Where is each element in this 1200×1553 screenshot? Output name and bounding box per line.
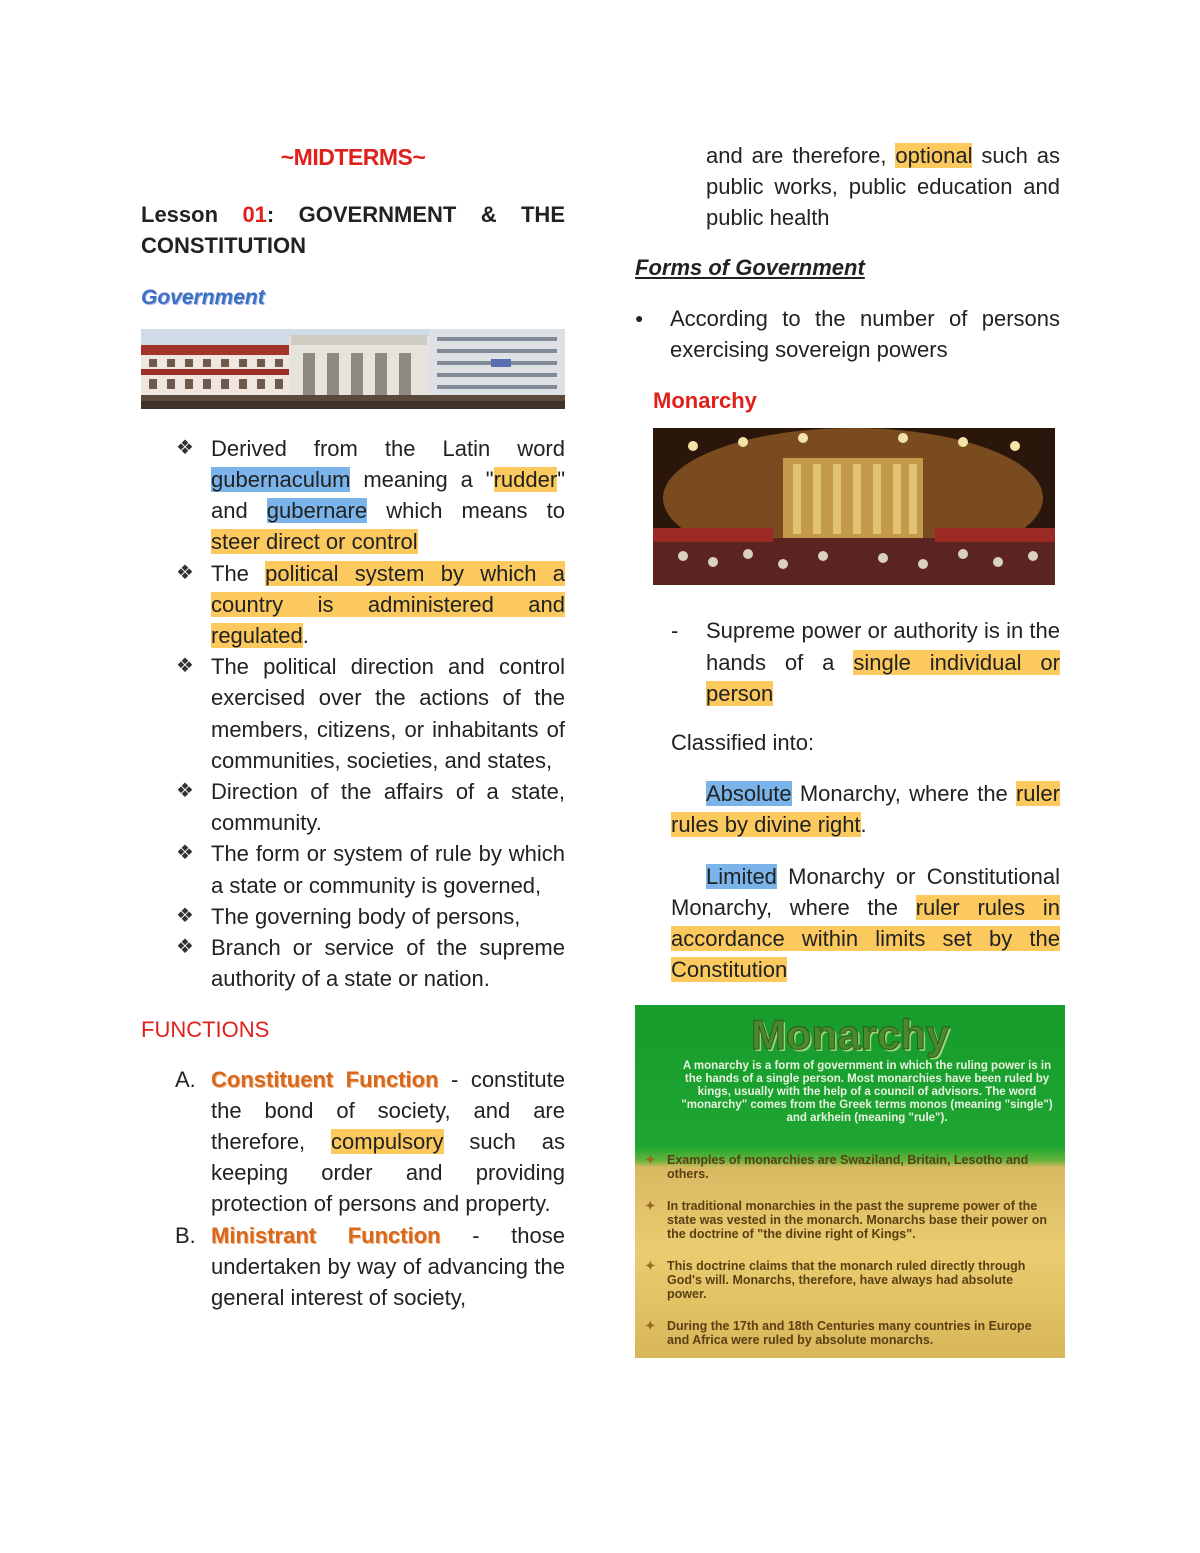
- left-column: [141, 140, 565, 1313]
- diamond-bullet-icon: ❖: [176, 936, 194, 959]
- diamond-bullet-icon: ❖: [176, 780, 194, 803]
- forms-heading: Forms of Government: [635, 254, 865, 280]
- function-ministrant: B. Ministrant Function - those undertaken by way of advancing the general interest of society,: [175, 1222, 565, 1311]
- list-item: ❖ The form or system of rule by which a state or community is governed,: [141, 838, 565, 900]
- government-definitions: [141, 433, 565, 995]
- list-item: ✦ Examples of monarchies are Swaziland, Britain, Lesotho and others.: [645, 1153, 1029, 1182]
- diamond-bullet-icon: ❖: [176, 904, 194, 927]
- lesson-number: 01: [242, 202, 267, 228]
- monarchy-info-card: [635, 1005, 1065, 1358]
- diamond-bullet-icon: ❖: [176, 561, 194, 584]
- list-item: ❖ The political direction and control exercised over the actions of the members, citizens, or inhabitants of communities, societies, and states,: [141, 651, 565, 776]
- list-item: ❖ The governing body of persons,: [141, 901, 565, 932]
- diamond-bullet-icon: ❖: [176, 655, 194, 678]
- bullet-icon: ✦: [645, 1319, 656, 1334]
- classified-label: Classified into:: [671, 730, 815, 756]
- list-item: ✦ During the 17th and 18th Centuries many countries in Europe and Africa were ruled by absolute monarchs.: [645, 1319, 1032, 1348]
- right-column: [635, 140, 1060, 1358]
- card-intro: A monarchy is a form of government in which the ruling power is in the hands of a single person. Most monarchies have been ruled by kings, usually with the help of a council of advisors. The word "monarchy" comes from the Greek terms monos (meaning "single") and arkhein (meaning "rule").: [681, 1060, 1053, 1125]
- throne-room-photo: [653, 428, 1055, 585]
- function-constituent: A. Constituent Function - constitute the bond of society, and are therefore, compulsory such as keeping order and providing protection of persons and property.: [175, 1066, 565, 1217]
- diamond-bullet-icon: ❖: [176, 436, 194, 459]
- lesson-title: Lesson 01: GOVERNMENT & THE CONSTITUTION: [141, 202, 565, 259]
- list-item: ❖ Derived from the Latin word gubernaculum meaning a "rudder" and gubernare which means to steer direct or control: [141, 433, 565, 558]
- list-item: ✦ This doctrine claims that the monarch ruled directly through God's will. Monarchs, therefore, have always had absolute power.: [645, 1259, 1026, 1302]
- government-heading: Government: [141, 285, 265, 309]
- list-item: ❖ The political system by which a country is administered and regulated.: [141, 558, 565, 652]
- list-item: ❖ Direction of the affairs of a state, community.: [141, 776, 565, 838]
- forms-bullet: ● According to the number of persons exercising sovereign powers: [635, 303, 1060, 365]
- ministrant-continuation: and are therefore, optional such as public works, public education and public health: [706, 143, 1060, 231]
- functions-list: [141, 1064, 565, 1314]
- card-title: Monarchy: [750, 1011, 950, 1059]
- list-item: ✦ In traditional monarchies in the past the supreme power of the state was vested in the monarch. Monarchs base their power on the doctrine of "the divine right of Kings".: [645, 1199, 1047, 1242]
- bullet-icon: ✦: [645, 1259, 656, 1274]
- monarchy-heading: Monarchy: [653, 388, 757, 414]
- page-title: ~MIDTERMS~: [280, 144, 426, 170]
- monarchy-definition: - Supreme power or authority is in the hands of a single individual or person: [671, 618, 1060, 706]
- bullet-icon: ✦: [645, 1199, 656, 1214]
- list-item: ❖ Branch or service of the supreme authority of a state or nation.: [141, 932, 565, 994]
- bullet-icon: ✦: [645, 1153, 656, 1168]
- limited-monarchy: Limited Monarchy or Constitutional Monarchy, where the ruler rules in accordance within limits set by the Constitution: [671, 863, 1060, 983]
- diamond-bullet-icon: ❖: [176, 842, 194, 865]
- bullet-icon: ●: [635, 309, 644, 326]
- building-photo: [141, 329, 565, 409]
- functions-heading: FUNCTIONS: [141, 1017, 270, 1043]
- absolute-monarchy: Absolute Monarchy, where the ruler rules by divine right.: [671, 781, 1060, 838]
- card-points: [645, 1153, 1055, 1358]
